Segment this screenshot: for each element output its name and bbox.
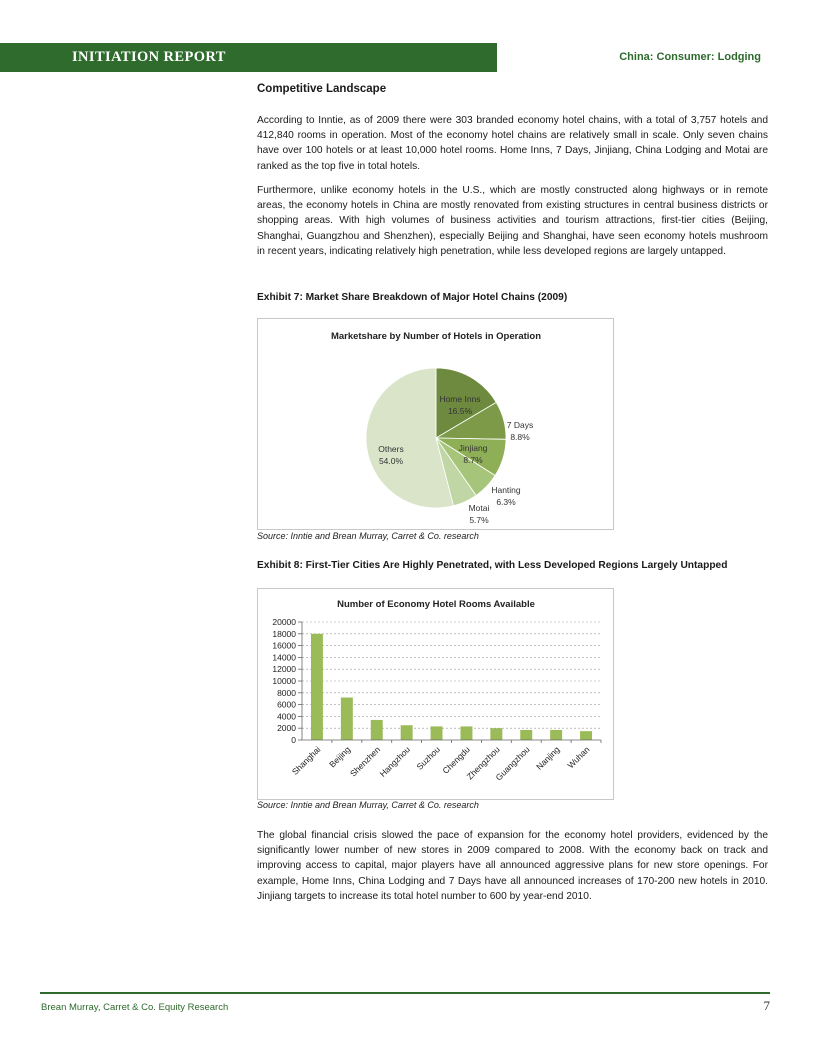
bar-chart-title: Number of Economy Hotel Rooms Available — [337, 599, 535, 610]
y-tick-label: 18000 — [272, 628, 296, 639]
y-tick-label: 2000 — [277, 723, 296, 734]
bar-zhengzhou — [490, 728, 502, 740]
x-label-nanjing: Nanjing — [534, 744, 562, 772]
x-label-hangzhou: Hangzhou — [377, 744, 413, 779]
report-banner — [0, 43, 497, 72]
pie-chart — [258, 319, 613, 529]
bar-guangzhou — [520, 730, 532, 740]
x-label-wuhan: Wuhan — [565, 744, 592, 771]
bar-chart — [258, 589, 613, 799]
paragraph-1: According to Inntie, as of 2009 there were 303 branded economy hotel chains, with a total of 3,757 hotels and 412,840 rooms in operation. Most of the economy hotel chains are relatively small in scale. Only seven chains have over 100 hotels or at least 10,000 hotel rooms. Home Inns, 7 Days, Jinjiang, China Lodging and Motai are ranked as the top five in total hotels. — [257, 115, 768, 172]
footer-firm: Brean Murray, Carret & Co. Equity Research — [41, 1002, 229, 1013]
pie-label-hanting: Hanting — [491, 485, 521, 495]
pie-value-jinjiang: 8.7% — [463, 455, 483, 465]
y-tick-label: 20000 — [272, 617, 296, 627]
exhibit-8-title: Exhibit 8: First-Tier Cities Are Highly Penetrated, with Less Developed Regions Largely Untapped — [257, 560, 728, 571]
x-label-zhengzhou: Zhengzhou — [464, 744, 502, 782]
bar-wuhan — [580, 731, 592, 740]
pie-chart-box — [257, 318, 614, 530]
paragraph-2: Furthermore, unlike economy hotels in the U.S., which are mostly constructed along highways or in remote areas, the economy hotels in China are mostly renovated from existing structures in central business districts or shopping areas. With high volumes of business activities and tourism attractions, first-tier cities (Beijing, Shanghai, Guangzhou and Shenzhen), especially Beijing and Shanghai, have seen economy hotels mushroom in recent years, indicating relatively high penetration, while less developed regions are largely untapped. — [257, 185, 768, 257]
pie-label-7-days: 7 Days — [506, 420, 534, 430]
source-note-1: Source: Inntie and Brean Murray, Carret & Co. research — [257, 531, 479, 541]
footer-rule — [40, 992, 770, 994]
pie-label-others: Others — [378, 444, 404, 454]
bar-chengdu — [460, 726, 472, 740]
x-label-shenzhen: Shenzhen — [348, 744, 383, 779]
pie-value-hanting: 6.3% — [496, 497, 516, 507]
x-label-suzhou: Suzhou — [414, 744, 442, 772]
bar-hangzhou — [401, 725, 413, 740]
pie-label-jinjiang: Jinjiang — [458, 443, 488, 453]
pie-value-home-inns: 16.5% — [447, 406, 473, 416]
y-tick-label: 16000 — [272, 640, 296, 651]
pie-label-home-inns: Home Inns — [439, 394, 481, 404]
x-label-shanghai: Shanghai — [289, 744, 323, 777]
x-label-guangzhou: Guangzhou — [493, 744, 532, 783]
bar-suzhou — [431, 726, 443, 740]
y-tick-label: 10000 — [272, 676, 296, 686]
paragraph-3: The global financial crisis slowed the pace of expansion for the economy hotel providers, evidenced by the significantly lower number of new stores in 2009 compared to 2008. With the economy back on track and improving access to capital, major players have all announced aggressive plans for new store openings. For example, Home Inns, China Lodging and 7 Days have all announced increases of 170-200 new hotels in 2010. Jinjiang targets to increase its total hotel number to 600 by year-end 2010. — [257, 830, 768, 902]
bar-beijing — [341, 698, 353, 740]
exhibit-7-title: Exhibit 7: Market Share Breakdown of Major Hotel Chains (2009) — [257, 292, 568, 303]
source-note-2: Source: Inntie and Brean Murray, Carret & Co. research — [257, 800, 479, 810]
banner-title: INITIATION REPORT — [72, 49, 226, 65]
pie-value-motai: 5.7% — [469, 515, 489, 525]
bar-shenzhen — [371, 720, 383, 740]
pie-value-others: 54.0% — [378, 456, 404, 466]
y-tick-label: 8000 — [277, 687, 296, 698]
y-tick-label: 12000 — [272, 664, 296, 675]
pie-label-motai: Motai — [468, 503, 490, 513]
bar-shanghai — [311, 634, 323, 740]
pie-chart-title: Marketshare by Number of Hotels in Operation — [330, 331, 542, 342]
report-topic: China: Consumer: Lodging — [619, 51, 761, 63]
section-title: Competitive Landscape — [257, 83, 387, 95]
y-tick-label: 6000 — [277, 699, 296, 710]
page-number: 7 — [763, 998, 770, 1013]
y-tick-label: 4000 — [277, 711, 296, 722]
x-label-chengdu: Chengdu — [440, 744, 472, 776]
x-label-beijing: Beijing — [327, 744, 353, 770]
bar-chart-box — [257, 588, 614, 800]
pie-value-7-days: 8.8% — [510, 432, 530, 442]
y-tick-label: 14000 — [272, 652, 296, 663]
y-tick-label: 0 — [291, 735, 296, 745]
bar-nanjing — [550, 730, 562, 740]
